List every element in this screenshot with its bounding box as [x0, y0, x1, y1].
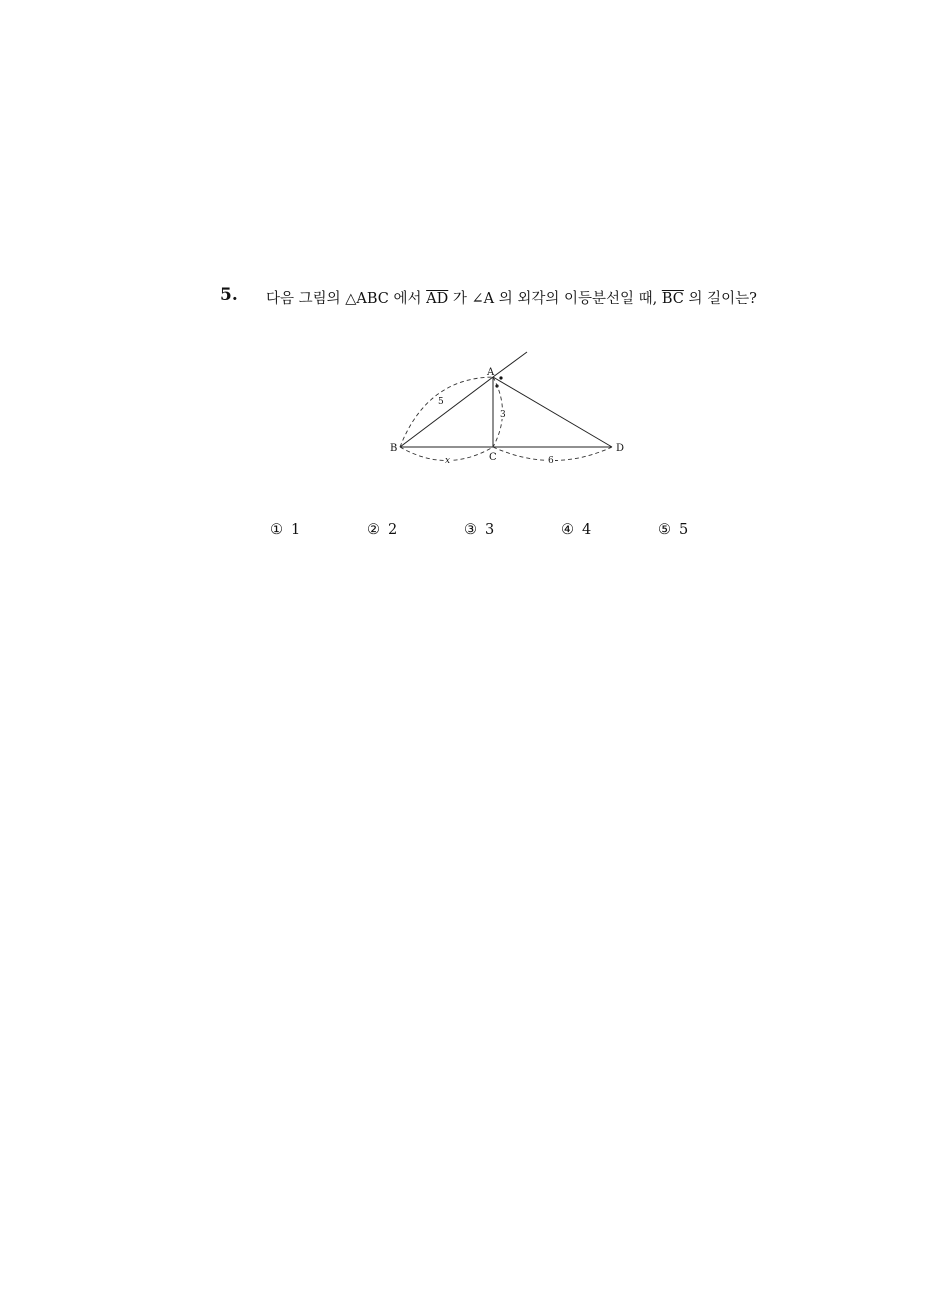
extension-ray [493, 352, 527, 377]
choice-value: 4 [582, 522, 592, 538]
choice-2[interactable] [367, 522, 397, 538]
measure-bc: x [445, 456, 451, 466]
segment-ad: $\overline{AD}$ [426, 291, 449, 307]
measure-ab: 5 [438, 397, 444, 407]
segment-bc: $\overline{BC}$ [661, 291, 684, 307]
triangle-figure [385, 350, 645, 475]
question-text-part-2: 가 ∠A 의 외각의 이등분선일 때, [448, 291, 662, 307]
answer-choices [0, 522, 926, 542]
choice-4[interactable] [561, 522, 591, 538]
side-ab [400, 377, 493, 447]
choice-value: 2 [388, 522, 398, 538]
choice-value: 3 [485, 522, 495, 538]
label-d: D [616, 443, 625, 454]
angle-mark-dot [499, 376, 502, 379]
choice-1[interactable] [270, 522, 300, 538]
choice-marker: ⑤ [658, 522, 671, 538]
choice-value: 1 [291, 522, 301, 538]
choice-marker: ② [367, 522, 380, 538]
choice-marker: ④ [561, 522, 574, 538]
choice-3[interactable] [464, 522, 494, 538]
choice-marker: ③ [464, 522, 477, 538]
label-a: A [487, 367, 495, 378]
choice-5[interactable] [658, 522, 688, 538]
question-text-part-3: 의 길이는? [683, 291, 757, 307]
choice-marker: ① [270, 522, 283, 538]
label-c: C [489, 452, 497, 463]
measure-ac: 3 [500, 410, 506, 420]
question-number: 5. [220, 285, 238, 305]
measure-cd: 6 [548, 456, 554, 466]
question-text [266, 286, 766, 313]
choice-value: 5 [679, 522, 689, 538]
question-text-part-1: 다음 그림의 △ABC 에서 [266, 291, 427, 307]
bisector-ad [493, 377, 612, 447]
label-b: B [390, 443, 398, 454]
